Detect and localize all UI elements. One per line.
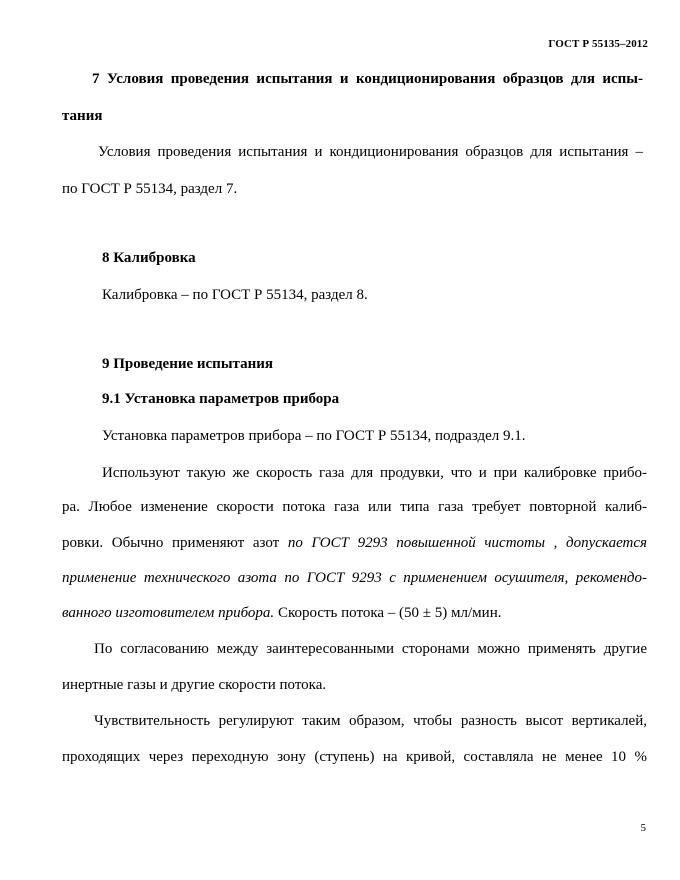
section-9-1-paragraph-2-line-4: применение технического азота по ГОСТ 9293 с применением осушителя, рекомендо-: [62, 570, 647, 586]
section-7-body-line-1: Условия проведения испытания и кондиционирования образцов для испытания –: [98, 144, 643, 160]
section-9-1-paragraph-3-line-2: инертные газы и другие скорости потока.: [62, 677, 327, 693]
paragraph-2-line-3-normal-text: ровки. Обычно применяют азот: [62, 535, 288, 551]
section-8-body: Калибровка – по ГОСТ Р 55134, раздел 8.: [102, 287, 368, 303]
paragraph-2-line-3-italic-text: по ГОСТ 9293 повышенной чистоты , допускается: [287, 535, 648, 551]
section-9-1-paragraph-1: Установка параметров прибора – по ГОСТ Р 55134, подраздел 9.1.: [102, 428, 526, 444]
document-code-header: ГОСТ Р 55135–2012: [548, 38, 648, 50]
page-number: 5: [640, 822, 646, 834]
section-7-title-line-1: 7 Условия проведения испытания и кондиционирования образцов для испы-: [92, 71, 643, 87]
section-9-1-paragraph-2-line-5: [62, 604, 501, 622]
section-9-1-paragraph-2-line-2: ра. Любое изменение скорости потока газа или типа газа требует повторной калиб-: [62, 499, 647, 515]
paragraph-2-line-5-normal-text: Скорость потока – (50 ± 5) мл/мин.: [274, 605, 502, 621]
paragraph-2-line-5-italic-text: ванного изготовителем прибора.: [62, 605, 275, 621]
section-9-1-title: 9.1 Установка параметров прибора: [102, 391, 340, 407]
section-9-1-paragraph-2-line-3: [62, 534, 647, 552]
section-7-body-line-2: по ГОСТ Р 55134, раздел 7.: [62, 181, 238, 197]
section-8-title: 8 Калибровка: [102, 250, 196, 266]
section-9-1-paragraph-4-line-2: проходящих через переходную зону (ступень) на кривой, составляла не менее 10 %: [62, 749, 647, 765]
section-9-1-paragraph-4-line-1: Чувствительность регулируют таким образом, чтобы разность высот вертикалей,: [94, 713, 647, 729]
section-9-1-paragraph-3-line-1: По согласованию между заинтересованными сторонами можно применять другие: [94, 641, 647, 657]
section-9-title: 9 Проведение испытания: [102, 356, 273, 372]
section-9-1-paragraph-2-line-1: Используют такую же скорость газа для продувки, что и при калибровке прибо-: [102, 465, 647, 481]
section-7-title-line-2: тания: [62, 108, 103, 124]
